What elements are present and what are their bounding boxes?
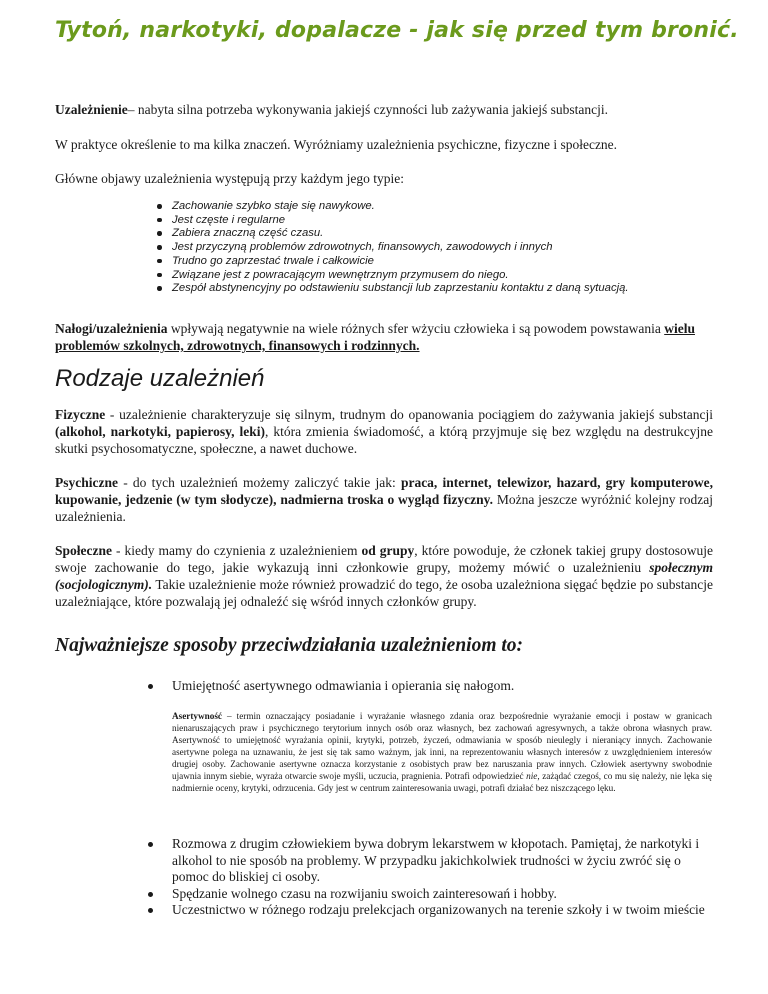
prevention-heading: Najważniejsze sposoby przeciwdziałania uzależnieniom to: <box>55 635 524 656</box>
list-item: Związane jest z powracającym wewnętrznym przymusem do niego. <box>172 269 629 283</box>
physical-text: - uzależnienie charakteryzuje się silnym, trudnym do opanowania pociągiem do zażywania jakiejś substancji <box>105 407 713 422</box>
list-item: Rozmowa z drugim człowiekiem bywa dobrym lekarstwem w kłopotach. Pamiętaj, że narkotyki i alkohol to nie sposób na problemy. W przypadku jakichkolwiek trudności w życiu zwróć się o pomoc do bliskiej ci osoby. <box>172 836 712 886</box>
addiction-definition-text: – nabyta silna potrzeba wykonywania jakiejś czynności lub zażywania jakiejś substancji. <box>127 102 608 117</box>
page-title: Tytoń, narkotyki, dopalacze - jak się przed tym bronić. <box>55 18 739 43</box>
habits-term: Nałogi/uzależnienia <box>55 321 168 336</box>
social-text-mid: , które powoduje, że członek takiej grupy dostosowuje swoje zachowanie do tego, jakie wykazują inni członkowie grupy, możemy mówić o uzależnieniu <box>55 543 713 575</box>
habits-emphasis: wielu problemów szkolnych, zdrowotnych, finansowych i rodzinnych. <box>55 321 695 353</box>
social-group: od grupy <box>361 543 415 558</box>
psychic-text-end: Można jeszcze wyróżnić kolejny rodzaj uzależnienia. <box>55 492 714 524</box>
social-term: Społeczne <box>55 543 112 558</box>
list-item: Jest przyczyną problemów zdrowotnych, finansowych, zawodowych i innych <box>172 241 629 255</box>
habits-paragraph <box>55 320 695 354</box>
psychic-examples: praca, internet, telewizor, hazard, gry komputerowe, kupowanie, jedzenie (w tym słodycze), nadmierna troska o wygląd fizyczny. <box>55 475 714 507</box>
addiction-meanings: W praktyce określenie to ma kilka znaczeń. Wyróżniamy uzależnienia psychiczne, fizyczne i społeczne. <box>55 137 618 152</box>
physical-text-end: , która zmienia świadomość, a którą przyjmuje się bez względu na destrukcyjne skutki psychosomatyczne, społeczne, a nawet duchowe. <box>55 424 713 456</box>
assertiveness-term: Asertywność <box>172 711 223 721</box>
physical-addiction <box>55 406 713 457</box>
list-item: Jest częste i regularne <box>172 214 629 228</box>
prevention-list-first <box>172 678 712 695</box>
psychic-addiction <box>55 474 713 525</box>
social-addiction <box>55 542 713 610</box>
habits-text: wpływają negatywnie na wiele różnych sfer wżyciu człowieka i są powodem powstawania <box>167 321 665 336</box>
list-item: Spędzanie wolnego czasu na rozwijaniu swoich zainteresowań i hobby. <box>172 886 712 903</box>
symptoms-list <box>172 200 629 296</box>
social-text: - kiedy mamy do czynienia z uzależnieniem <box>112 543 362 558</box>
list-item: Zespół abstynencyjny po odstawieniu substancji lub zaprzestaniu kontaktu z daną sytuacją. <box>172 282 629 295</box>
addiction-term: Uzależnienie <box>55 102 128 117</box>
list-item: Uczestnictwo w różnego rodzaju prelekcjach organizowanych na terenie szkoły i w twoim mieście <box>172 902 712 919</box>
addiction-definition <box>55 101 608 118</box>
psychic-text: - do tych uzależnień możemy zaliczyć takie jak: <box>118 475 401 490</box>
list-item: Trudno go zaprzestać trwale i całkowicie <box>172 255 629 269</box>
social-type: społecznym (socjologicznym). <box>55 560 713 592</box>
assertiveness-nie: nie <box>526 771 538 781</box>
assertiveness-text-end: , zażądać czegoś, co mu się należy, nie lęka się nadmiernie oceny, krytyki, odrzucenia. Gdy jest w centrum zainteresowania uwagi, potrafi działać bez niszczącego lęku. <box>172 771 712 793</box>
assertiveness-text: – termin oznaczający posiadanie i wyrażanie własnego zdania oraz bezpośrednie wyrażanie emocji i postaw w granicach nienaruszających praw i psychicznego terytorium innych osób oraz własnych, bez zachowań agresywnych, a także obrona własnych praw. Asertywność to umiejętność wyrażania opinii, krytyki, potrzeb, życzeń, odmawiania w sposób nieulegly i nieraniący innych. Zachowanie asertywne polega na uznawaniu, że jest się tak samo ważnym, jak inni, na reprezentowaniu własnych interesów z uwzględnieniem interesów drugiej osoby. Zachowanie asertywne oznacza korzystanie z osobistych praw bez naruszania praw innych. Człowiek asertywny swobodnie ujawnia innym siebie, wyraża otwarcie swoje myśli, uczucia, pragnienia. Potrafi odpowiedzieć <box>172 711 712 781</box>
types-heading: Rodzaje uzależnień <box>55 365 265 392</box>
prevention-list <box>172 836 712 919</box>
list-item: Umiejętność asertywnego odmawiania i opierania się nałogom. <box>172 678 712 695</box>
social-text-end: Takie uzależnienie może również prowadzić do tego, że osoba uzależniona sięgać będzie po substancje uzależniające, które pozwalają jej odnaleźć się wśród innych członków grupy. <box>55 577 713 609</box>
physical-substances: (alkohol, narkotyki, papierosy, leki) <box>55 424 265 439</box>
physical-term: Fizyczne <box>55 407 106 422</box>
assertiveness-note <box>172 710 712 794</box>
psychic-term: Psychiczne <box>55 475 118 490</box>
list-item: Zabiera znaczną część czasu. <box>172 227 629 241</box>
symptoms-intro: Główne objawy uzależnienia występują przy każdym jego typie: <box>55 171 405 186</box>
list-item: Zachowanie szybko staje się nawykowe. <box>172 200 629 214</box>
